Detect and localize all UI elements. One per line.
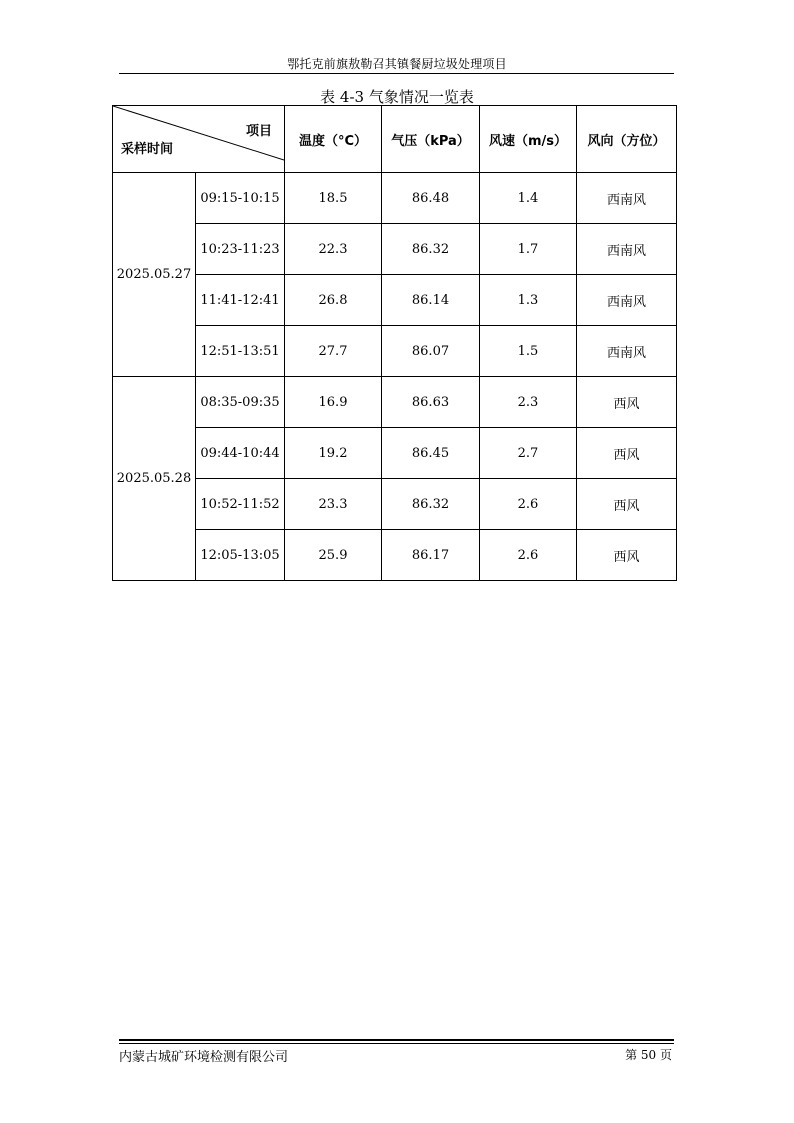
wind-speed-cell: 1.5 xyxy=(480,326,577,377)
table-row xyxy=(113,224,677,275)
time-cell: 12:51-13:51 xyxy=(196,326,285,377)
temperature-cell: 19.2 xyxy=(285,428,382,479)
table-header-row xyxy=(113,106,677,173)
time-cell: 11:41-12:41 xyxy=(196,275,285,326)
wind-direction-cell: 西风 xyxy=(577,530,677,581)
wind-speed-cell: 1.3 xyxy=(480,275,577,326)
table-row xyxy=(113,530,677,581)
wind-speed-cell: 2.7 xyxy=(480,428,577,479)
wind-speed-cell: 2.3 xyxy=(480,377,577,428)
temperature-cell: 18.5 xyxy=(285,173,382,224)
wind-speed-cell: 2.6 xyxy=(480,530,577,581)
corner-item-label: 项目 xyxy=(245,124,272,139)
header-divider xyxy=(119,73,674,74)
temperature-cell: 25.9 xyxy=(285,530,382,581)
time-cell: 10:52-11:52 xyxy=(196,479,285,530)
wind-speed-cell: 2.6 xyxy=(480,479,577,530)
footer-divider-thick xyxy=(119,1039,674,1041)
corner-time-label: 采样时间 xyxy=(121,142,174,157)
temperature-cell: 27.7 xyxy=(285,326,382,377)
time-cell: 12:05-13:05 xyxy=(196,530,285,581)
corner-header-cell xyxy=(113,106,285,173)
pressure-cell: 86.14 xyxy=(382,275,480,326)
pressure-cell: 86.07 xyxy=(382,326,480,377)
table-row xyxy=(113,173,677,224)
table-title: 表 4-3 气象情况一览表 xyxy=(320,88,474,106)
column-header-wind-direction: 风向（方位） xyxy=(577,106,677,173)
column-header-wind-speed: 风速（m/s） xyxy=(480,106,577,173)
wind-direction-cell: 西风 xyxy=(577,428,677,479)
wind-speed-cell: 1.4 xyxy=(480,173,577,224)
table-row xyxy=(113,377,677,428)
time-cell: 08:35-09:35 xyxy=(196,377,285,428)
footer-page-number: 第 50 页 xyxy=(625,1048,672,1062)
temperature-cell: 16.9 xyxy=(285,377,382,428)
pressure-cell: 86.17 xyxy=(382,530,480,581)
time-cell: 10:23-11:23 xyxy=(196,224,285,275)
wind-speed-cell: 1.7 xyxy=(480,224,577,275)
table-row xyxy=(113,275,677,326)
date-cell: 2025.05.27 xyxy=(113,173,196,377)
wind-direction-cell: 西风 xyxy=(577,479,677,530)
wind-direction-cell: 西南风 xyxy=(577,173,677,224)
pressure-cell: 86.45 xyxy=(382,428,480,479)
pressure-cell: 86.32 xyxy=(382,224,480,275)
footer-divider-thin xyxy=(119,1043,674,1044)
pressure-cell: 86.63 xyxy=(382,377,480,428)
wind-direction-cell: 西南风 xyxy=(577,224,677,275)
temperature-cell: 26.8 xyxy=(285,275,382,326)
pressure-cell: 86.32 xyxy=(382,479,480,530)
weather-table xyxy=(112,105,677,581)
page-header-title: 鄂托克前旗敖勒召其镇餐厨垃圾处理项目 xyxy=(287,57,507,71)
wind-direction-cell: 西风 xyxy=(577,377,677,428)
temperature-cell: 23.3 xyxy=(285,479,382,530)
table-row xyxy=(113,479,677,530)
time-cell: 09:15-10:15 xyxy=(196,173,285,224)
temperature-cell: 22.3 xyxy=(285,224,382,275)
column-header-pressure: 气压（kPa） xyxy=(382,106,480,173)
table-row xyxy=(113,326,677,377)
column-header-temperature: 温度（°C） xyxy=(285,106,382,173)
table-row xyxy=(113,428,677,479)
footer-company-name: 内蒙古城矿环境检测有限公司 xyxy=(119,1050,289,1065)
wind-direction-cell: 西南风 xyxy=(577,275,677,326)
wind-direction-cell: 西南风 xyxy=(577,326,677,377)
pressure-cell: 86.48 xyxy=(382,173,480,224)
date-cell: 2025.05.28 xyxy=(113,377,196,581)
time-cell: 09:44-10:44 xyxy=(196,428,285,479)
